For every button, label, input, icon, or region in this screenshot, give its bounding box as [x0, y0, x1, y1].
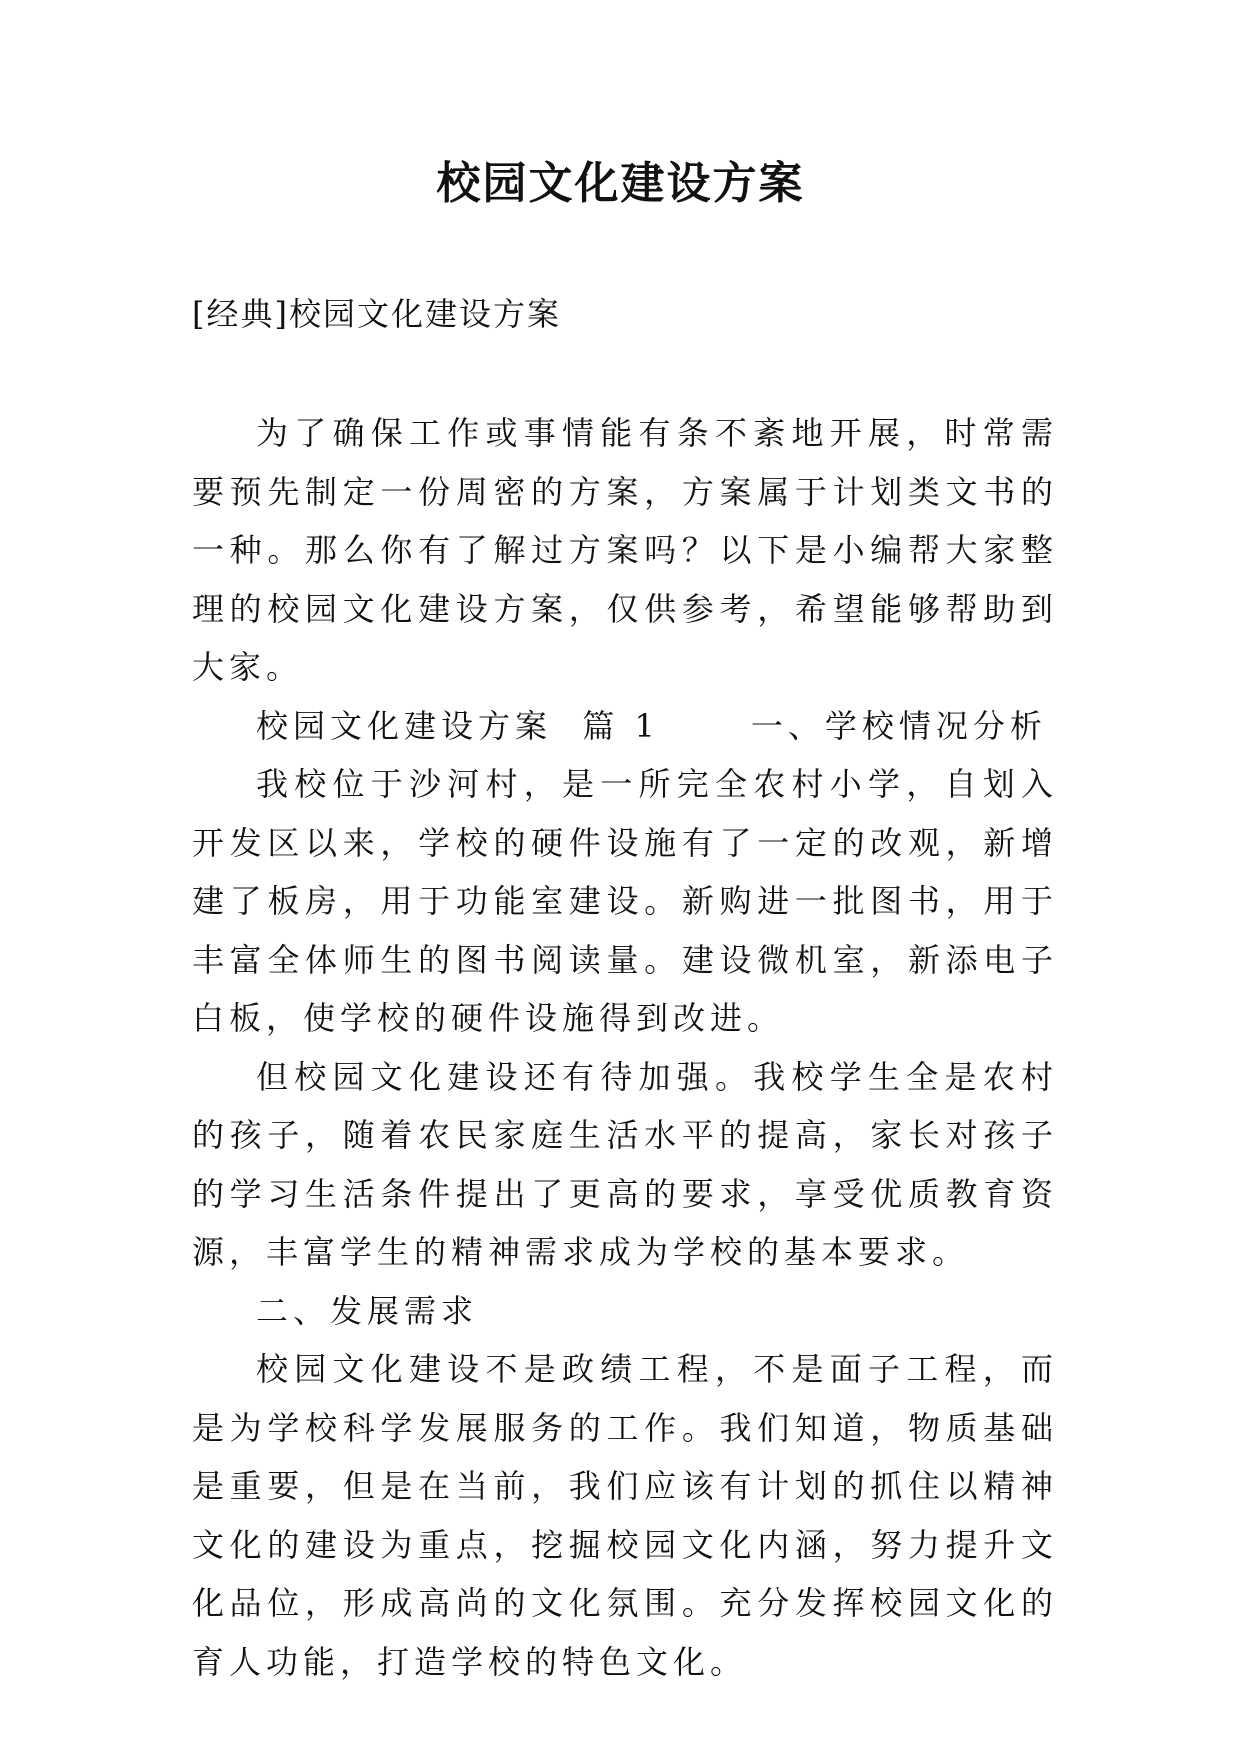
paragraph-development: 校园文化建设不是政绩工程，不是面子工程，而是为学校科学发展服务的工作。我们知道，物质基础是重要，但是在当前，我们应该有计划的抓住以精神文化的建设为重点，挖掘校园文化内涵，努力提升文化品位，形成高尚的文化氛围。充分发挥校园文化的育人功能，打造学校的特色文化。 [192, 1350, 1058, 1681]
paragraph-intro: 为了确保工作或事情能有条不紊地开展，时常需要预先制定一份周密的方案，方案属于计划类文书的一种。那么你有了解过方案吗？以下是小编帮大家整理的校园文化建设方案，仅供参考，希望能够帮助到大家。 [192, 414, 1058, 686]
section-heading-development: 二、发展需求 [256, 1291, 479, 1330]
document-subtitle: [经典]校园文化建设方案 [192, 295, 561, 333]
section-heading-line: 校园文化建设方案 篇 1 一、学校情况分析 [256, 706, 1047, 745]
document-title: 校园文化建设方案 [436, 158, 805, 209]
paragraph-culture-needs: 但校园文化建设还有待加强。我校学生全是农村的孩子，随着农民家庭生活水平的提高，家长对孩子的学习生活条件提出了更高的要求，享受优质教育资源，丰富学生的精神需求成为学校的基本要求。 [192, 1057, 1058, 1271]
paragraph-school-situation: 我校位于沙河村，是一所完全农村小学，自划入开发区以来，学校的硬件设施有了一定的改观，新增建了板房，用于功能室建设。新购进一批图书，用于丰富全体师生的图书阅读量。建设微机室，新添电子白板，使学校的硬件设施得到改进。 [192, 765, 1058, 1037]
document-body [192, 404, 1058, 1691]
